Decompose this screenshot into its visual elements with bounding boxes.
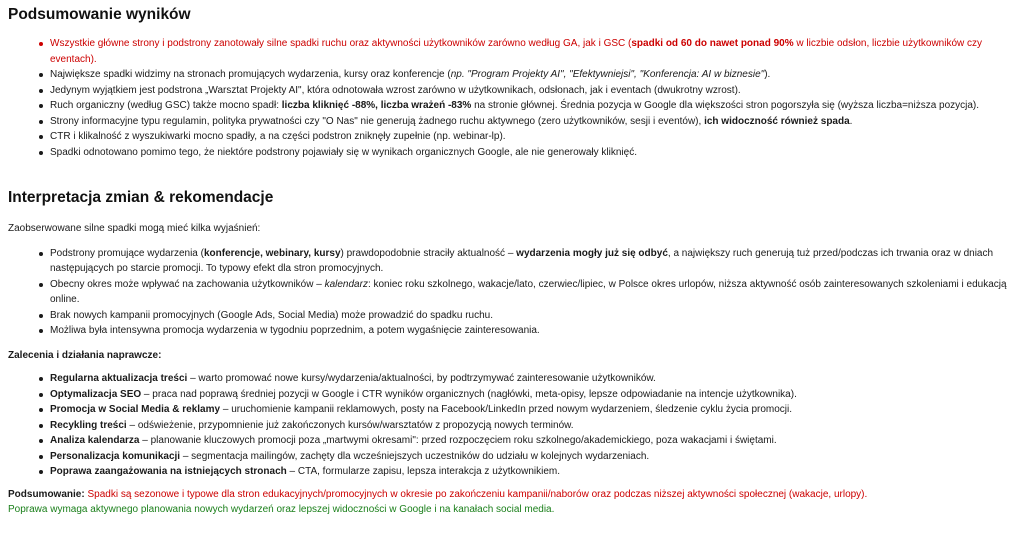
list-item <box>50 98 1014 114</box>
list-item <box>50 433 1014 449</box>
list-item-text: Regularna aktualizacja treści <box>50 373 188 384</box>
list-item-text: – CTA, formularze zapisu, lepsza interakcja z użytkownikiem. <box>286 466 560 477</box>
recommendations-title: Zalecenia i działania naprawcze: <box>8 349 162 361</box>
list-item-text: Poprawa zaangażowania na istniejących stronach <box>50 466 287 477</box>
list-item <box>50 277 1014 308</box>
list-item-text: Ruch organiczny (według GSC) także mocno spadł: <box>50 100 282 111</box>
section-heading-summary: Podsumowanie wyników <box>8 6 191 23</box>
list-item <box>50 371 1014 387</box>
list-item-text: Spadki odnotowano pomimo tego, że niektóre podstrony pojawiały się w wynikach organicznych Google, ale nie generowały kliknięć. <box>50 146 637 158</box>
list-item <box>50 83 1014 99</box>
list-item-text: kalendarz <box>324 278 368 290</box>
list-item-text: – odświeżenie, przypomnienie już zakończonych kursów/warsztatów z propozycją nowych terminów. <box>126 419 574 431</box>
list-item-text: CTR i klikalność z wyszukiwarki mocno spadły, a na części podstron zniknęły zupełnie (np. webinar-lp). <box>50 131 506 142</box>
list-item-text: ich widoczność również spada <box>704 115 850 127</box>
list-item-text: – segmentacja mailingów, zachęty dla wcześniejszych uczestników do udziału w kolejnych wydarzeniach. <box>180 450 650 462</box>
summary-red-text: Spadki są sezonowe i typowe dla stron edukacyjnych/promocyjnych w okresie po zakończeniu kampanii/naborów oraz podczas niższej aktywności społecznej (wakacje, urlopy). <box>84 488 868 500</box>
interpretation-intro: Zaobserwowane silne spadki mogą mieć kilka wyjaśnień: <box>8 223 261 234</box>
list-item-text: Największe spadki widzimy na stronach promujących wydarzenia, kursy oraz konferencje ( <box>50 69 451 80</box>
list-item <box>50 464 1014 480</box>
summary-green-text: Poprawa wymaga aktywnego planowania nowych wydarzeń oraz lepszej widoczności w Google i na kanałach social media. <box>8 504 555 515</box>
list-item-text: Analiza kalendarza <box>50 435 140 446</box>
list-item-text: konferencje, webinary, kursy <box>203 247 341 259</box>
list-item-text: Jedynym wyjątkiem jest podstrona „Warsztat Projekty AI", która odnotowała wzrost zarówno w użytkownikach, odsłonach, jak i eventach (dwukrotny wzrost). <box>50 84 741 96</box>
list-item-text: Brak nowych kampanii promocyjnych (Google Ads, Social Media) może prowadzić do spadku ruchu. <box>50 309 493 321</box>
list-item-text: Personalizacja komunikacji <box>50 450 181 462</box>
summary-paragraph <box>8 487 1014 503</box>
list-item-text: – warto promować nowe kursy/wydarzenia/aktualności, by podtrzymywać zainteresowanie użytkowników. <box>187 373 656 384</box>
summary-list <box>8 36 1014 160</box>
list-item-text: – planowanie kluczowych promocji poza „martwymi okresami": przed rozpoczęciem roku szkolnego/akademickiego, poza wakacjami i świętami. <box>139 435 777 446</box>
list-item-text: Optymalizacja SEO <box>50 388 142 400</box>
list-item-text: np. "Program Projekty AI", "Efektywniejsi", "Konferencja: AI w biznesie" <box>450 69 765 80</box>
list-item <box>50 323 1014 339</box>
list-item <box>50 36 1014 67</box>
list-item-text: liczba kliknięć -88%, liczba wrażeń -83% <box>281 100 472 111</box>
list-item-text: Recykling treści <box>50 419 127 431</box>
recommendations-list <box>8 371 1014 480</box>
list-item <box>50 129 1014 145</box>
list-item-text: Wszystkie główne strony i podstrony zanotowały silne spadki ruchu oraz aktywności użytkowników zarówno według GA, jak i GSC ( <box>50 38 632 49</box>
list-item-text: w liczbie odsłon, liczbie użytkowników czy eventach). <box>50 38 983 65</box>
list-item <box>50 387 1014 403</box>
list-item-text: Promocja w Social Media & reklamy <box>50 404 221 415</box>
list-item <box>50 308 1014 324</box>
list-item <box>50 67 1014 83</box>
list-item-text: na stronie głównej. Średnia pozycja w Google dla większości stron pogorszyła się (wyższa liczba=niższa pozycja). <box>471 100 980 111</box>
list-item-text: spadki od 60 do nawet ponad 90% <box>631 38 794 49</box>
list-item-text: wydarzenia mogły już się odbyć <box>516 247 668 259</box>
list-item-text: Obecny okres może wpływać na zachowania użytkowników – <box>50 278 325 290</box>
list-item-text: – praca nad poprawą średniej pozycji w Google i CTR wyników organicznych (nagłówki, meta-opisy, lepsze odpowiadanie na intencje użytkownika). <box>141 388 797 400</box>
summary-label: Podsumowanie: <box>8 488 85 500</box>
list-item <box>50 246 1014 277</box>
list-item-text: ). <box>764 69 771 80</box>
list-item-text: Możliwa była intensywna promocja wydarzenia w tygodniu poprzednim, a potem wygaśnięcie zainteresowania. <box>50 325 540 336</box>
list-item <box>50 449 1014 465</box>
list-item <box>50 402 1014 418</box>
list-item <box>50 418 1014 434</box>
list-item-text: . <box>849 115 853 127</box>
list-item-text: ) prawdopodobnie straciły aktualność – <box>340 247 517 259</box>
list-item-text: Podstrony promujące wydarzenia ( <box>50 247 204 259</box>
list-item <box>50 145 1014 161</box>
list-item-text: , a największy ruch generują tuż przed/podczas ich trwania oraz w dniach następujących po starcie promocji. To typowy efekt dla stron promocyjnych. <box>50 247 994 274</box>
list-item-text: Strony informacyjne typu regulamin, polityka prywatności czy "O Nas" nie generują żadnego ruchu aktywnego (zero użytkowników, sesji i eventów), <box>50 115 705 127</box>
list-item-text: : koniec roku szkolnego, wakacje/lato, czerwiec/lipiec, w Polsce okres urlopów, niższa aktywność osób zainteresowanych szkoleniami i edukacją online. <box>50 278 1007 305</box>
list-item-text: – uruchomienie kampanii reklamowych, posty na Facebook/LinkedIn przed nowym wydarzeniem, śledzenie cyklu życia promocji. <box>220 404 793 415</box>
list-item <box>50 114 1014 130</box>
section-heading-interpretation: Interpretacja zmian & rekomendacje <box>8 189 274 206</box>
explanations-list <box>8 246 1014 339</box>
